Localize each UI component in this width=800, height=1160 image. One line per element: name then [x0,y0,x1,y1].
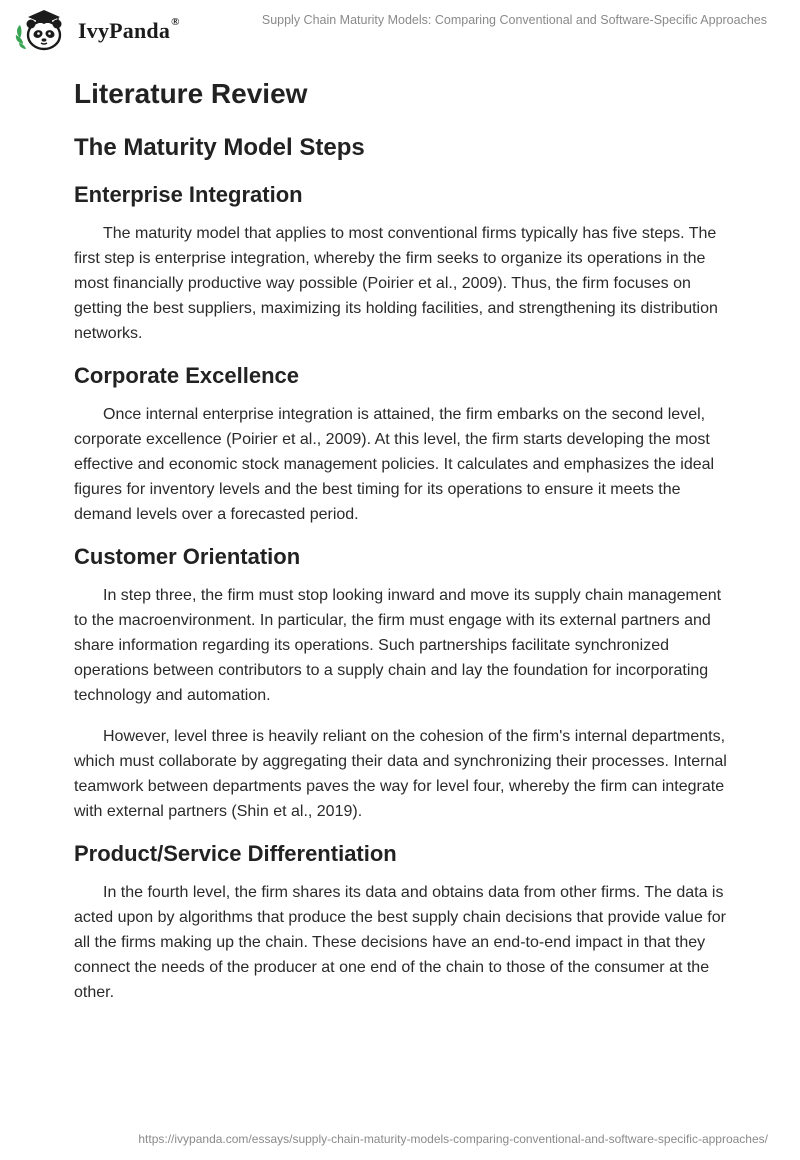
paragraph: In the fourth level, the firm shares its data and obtains data from other firms. The data is acted upon by algorithms that produce the best supply chain decisions that provide value for all the firms making up the chain. These decisions have an end-to-end impact in that they connect the needs of the producer at one end of the chain to those of the consumer at the other. [74,884,726,1001]
document-title: Supply Chain Maturity Models: Comparing Conventional and Software-Specific Approaches [261,13,767,27]
ivypanda-logo[interactable] [14,8,214,52]
paragraph: However, level three is heavily reliant on the cohesion of the firm's internal departments, which must collaborate by aggregating their data and synchronizing their processes. Internal teamwork between departments paves the way for level four, whereby the firm can integrate with external partners (Shin et al., 2019). [74,728,727,820]
registered-mark: ® [171,16,180,28]
page-header [0,0,800,60]
article-body [74,70,734,1005]
subsection-title-corporate-excellence: Corporate Excellence [74,363,299,388]
source-url-link[interactable]: https://ivypanda.com/essays/supply-chain-maturity-models-comparing-conventional-and-software-specific-approaches/ [138,1132,768,1146]
section-heading: The Maturity Model Steps [74,134,365,161]
subsection-title-customer-orientation: Customer Orientation [74,544,301,569]
panda-graduate-icon [14,8,70,52]
paragraph: The maturity model that applies to most conventional firms typically has five steps. The first step is enterprise integration, whereby the firm seeks to organize its operations in the most financially productive way possible (Poirier et al., 2009). Thus, the firm focuses on getting the best suppliers, maximizing its holding facilities, and strengthening its distribution networks. [74,225,718,342]
paragraph: In step three, the firm must stop looking inward and move its supply chain management to the macroenvironment. In particular, the firm must engage with its external partners and share information regarding its operations. Such partnerships facilitate synchronized operations between contributors to a supply chain and lay the foundation for incorporating technology and automation. [74,587,722,704]
main-heading: Literature Review [74,78,308,109]
subsection-title-product-service-differentiation: Product/Service Differentiation [74,841,397,866]
paragraph: Once internal enterprise integration is attained, the firm embarks on the second level, corporate excellence (Poirier et al., 2009). At this level, the firm starts developing the most effective and economic stock management policies. It calculates and emphasizes the ideal figures for inventory levels and the best timing for its operations to ensure it meets the demand levels over a forecasted period. [74,406,715,523]
subsection-title-enterprise-integration: Enterprise Integration [74,182,303,207]
logo-text: IvyPanda® [78,16,180,43]
